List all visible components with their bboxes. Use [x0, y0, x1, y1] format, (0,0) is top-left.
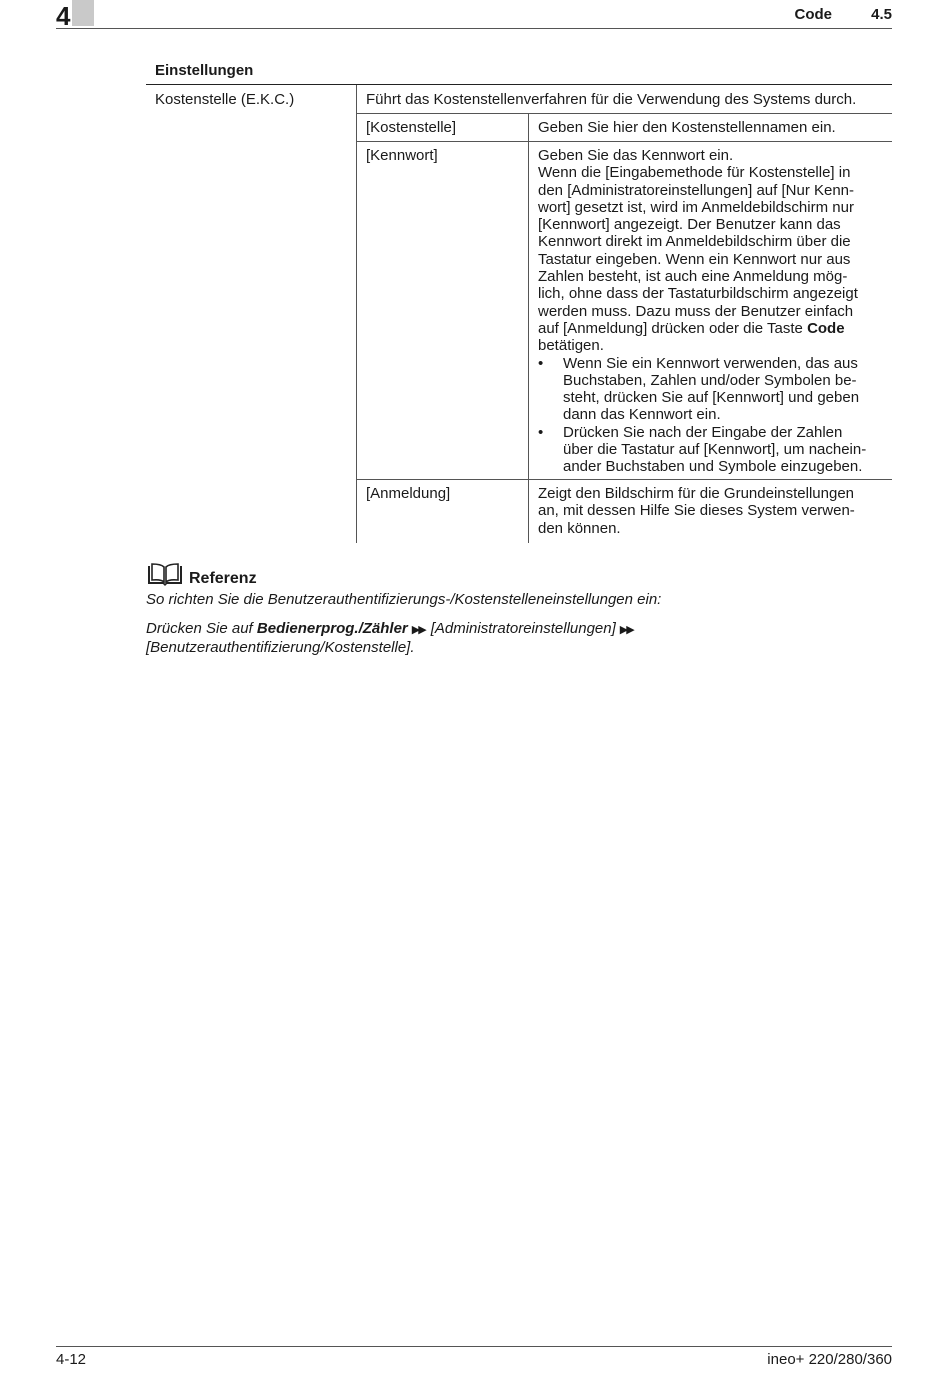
- text-line: ander Buchstaben und Symbole einzugeben.: [563, 458, 863, 476]
- text-line: steht, drücken Sie auf [Kennwort] und geben: [563, 389, 860, 407]
- bullet-item: [538, 355, 882, 424]
- row-description-kennwort: [538, 147, 882, 476]
- row-divider: [356, 479, 892, 480]
- code-key-label: Code: [807, 319, 845, 337]
- bullet-marker: •: [538, 354, 544, 372]
- text-line: [Kennwort] angezeigt. Der Benutzer kann das: [538, 216, 841, 234]
- row-description-anmeldung: [538, 485, 882, 537]
- row-label-kostenstelle: [Kostenstelle]: [366, 119, 457, 136]
- row-divider: [356, 141, 892, 142]
- menu-key-label: Bedienerprog./Zähler: [256, 620, 408, 637]
- row-divider: [356, 113, 892, 114]
- text-line: den [Administratoreinstellungen] auf [Nur Kenn-: [538, 181, 855, 199]
- chapter-number: 4: [56, 1, 71, 31]
- reference-title: Referenz: [189, 570, 257, 587]
- footer-divider: [56, 1346, 892, 1347]
- text-line: an, mit dessen Hilfe Sie dieses System verwen-: [538, 502, 855, 520]
- text-line: [538, 320, 882, 337]
- text-line: wort] gesetzt ist, wird im Anmeldebildschirm nur: [538, 198, 854, 216]
- row-label-kennwort: [Kennwort]: [366, 147, 438, 164]
- row-label-anmeldung: [Anmeldung]: [366, 485, 451, 502]
- text-line: den können.: [538, 519, 621, 537]
- text-line: Wenn Sie ein Kennwort verwenden, das aus: [563, 354, 858, 372]
- text-run: auf [Anmeldung] drücken oder die Taste: [538, 319, 808, 337]
- text-line: betätigen.: [538, 337, 604, 355]
- reference-intro: So richten Sie die Benutzerauthentifizierungs-/Kostenstelleneinstellungen ein:: [146, 591, 662, 608]
- text-line: Buchstaben, Zahlen und/oder Symbolen be-: [563, 371, 857, 389]
- book-icon: [147, 563, 183, 587]
- text-line: [146, 620, 639, 639]
- header-divider: [56, 28, 892, 29]
- bullet-item: [538, 424, 882, 476]
- setting-description: Führt das Kostenstellenverfahren für die Verwendung des Systems durch.: [366, 91, 857, 108]
- text-line: Kennwort direkt im Anmeldebildschirm über die: [538, 233, 851, 251]
- text-line: [Benutzerauthentifizierung/Kostenstelle].: [146, 639, 415, 656]
- text-line: Zahlen besteht, ist auch eine Anmeldung mög-: [538, 268, 848, 286]
- double-arrow-icon: ▶▶: [619, 624, 633, 636]
- text-line: Drücken Sie nach der Eingabe der Zahlen: [563, 423, 843, 441]
- section-number: 4.5: [871, 6, 892, 23]
- product-name: ineo+ 220/280/360: [767, 1351, 892, 1368]
- section-title: Code: [794, 6, 832, 23]
- row-description-kostenstelle: Geben Sie hier den Kostenstellennamen ein.: [538, 119, 836, 136]
- text-line: Wenn die [Eingabemethode für Kostenstelle] in: [538, 164, 851, 182]
- setting-name: Kostenstelle (E.K.C.): [155, 91, 295, 108]
- table-top-divider: [146, 84, 892, 85]
- text-run: [Administratoreinstellungen]: [430, 620, 616, 637]
- text-line: Geben Sie das Kennwort ein.: [538, 147, 734, 164]
- bullet-marker: •: [538, 423, 544, 441]
- column-divider-1: [356, 85, 357, 543]
- double-arrow-icon: ▶▶: [411, 624, 425, 636]
- table-title: Einstellungen: [155, 62, 254, 79]
- text-line: Tastatur eingeben. Wenn ein Kennwort nur aus: [538, 250, 851, 268]
- text-line: lich, ohne dass der Tastaturbildschirm angezeigt: [538, 285, 858, 303]
- reference-path: [146, 620, 639, 657]
- text-line: über die Tastatur auf [Kennwort], um nachein-: [563, 441, 867, 459]
- page-number: 4-12: [56, 1351, 87, 1368]
- text-run: Drücken Sie auf: [146, 620, 257, 637]
- text-line: werden muss. Dazu muss der Benutzer einfach: [538, 302, 854, 320]
- text-line: Zeigt den Bildschirm für die Grundeinstellungen: [538, 485, 855, 502]
- text-line: dann das Kennwort ein.: [563, 406, 721, 424]
